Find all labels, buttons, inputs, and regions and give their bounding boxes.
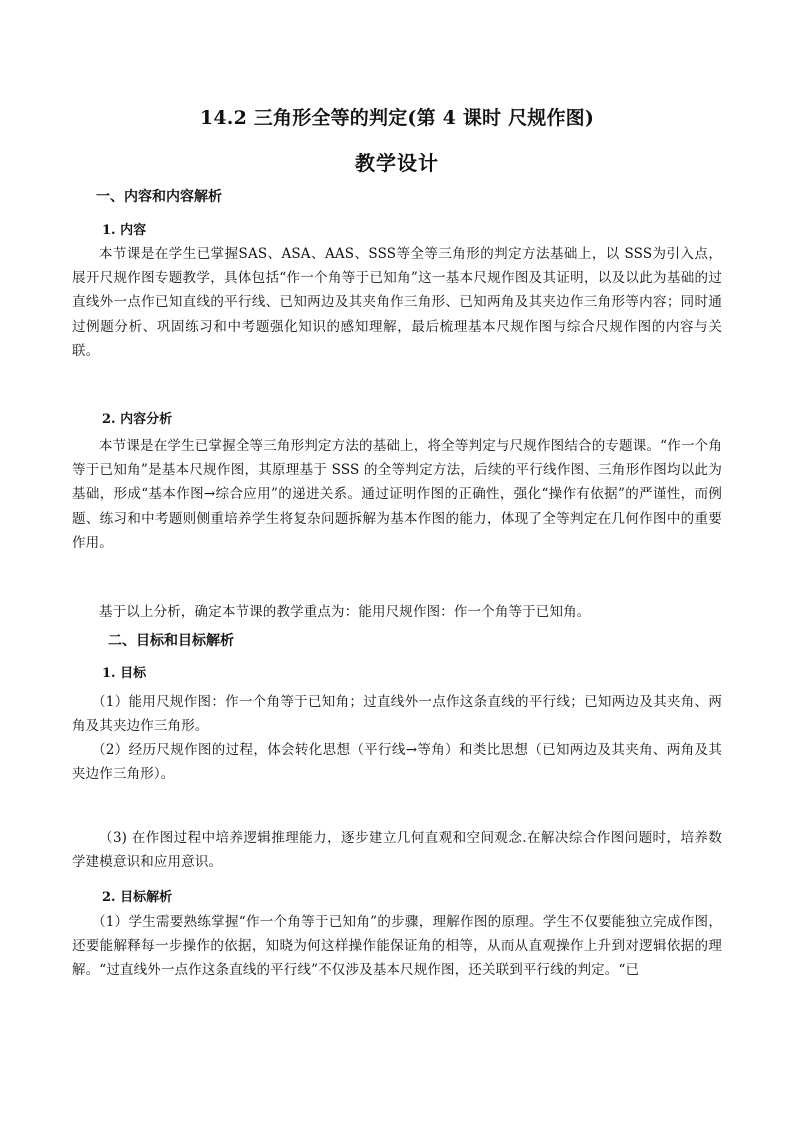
- goal-item-3: （3) 在作图过程中培养逻辑推理能力，逐步建立几何直观和空间观念.在解决综合作图问题时，培养数学建模意识和应用意识。: [72, 830, 722, 871]
- goal-item-2: （2）经历尺规作图的过程，体会转化思想（平行线→等角）和类比思想（已知两边及其夹角、两角及其夹边作三角形）。: [72, 742, 722, 783]
- paragraph-content: 本节课是在学生已掌握SAS、ASA、AAS、SSS等全等三角形的判定方法基础上，以 SSS为引入点，展开尺规作图专题教学，具体包括“作一个角等于已知角”这一基本尺规作图及其证明，以及以此为基础的过直线外一点作已知直线的平行线、已知两边及其夹角作三角形、已知两角及其夹边作三角形等内容；同时通过例题分析、巩固练习和中考题强化知识的感知理解，最后梳理基本尺规作图与综合尺规作图的内容与关联。: [72, 246, 722, 359]
- subheading-goal-analysis: 2. 目标解析: [102, 890, 173, 905]
- document-title: 14.2 三角形全等的判定(第 4 课时 尺规作图): [199, 107, 595, 129]
- goal-item-1: （1）能用尺规作图：作一个角等于已知角；过直线外一点作这条直线的平行线；已知两边及其夹角、两角及其夹边作三角形。: [72, 694, 722, 735]
- document-subtitle: 教学设计: [355, 151, 439, 175]
- paragraph-teaching-focus: 基于以上分析，确定本节课的教学重点为：能用尺规作图：作一个角等于已知角。: [99, 604, 591, 620]
- subheading-content-analysis: 2. 内容分析: [102, 412, 173, 427]
- section-heading-content: 一、内容和内容解析: [96, 189, 222, 205]
- section-heading-goals: 二、目标和目标解析: [108, 633, 234, 649]
- subheading-goals: 1. 目标: [102, 666, 147, 681]
- subheading-content: 1. 内容: [102, 223, 147, 238]
- paragraph-content-analysis: 本节课是在学生已掌握全等三角形判定方法的基础上，将全等判定与尺规作图结合的专题课。“作一个角等于已知角”是基本尺规作图，其原理基于 SSS 的全等判定方法，后续的平行线作图、三角形作图均以此为基础，形成“基本作图→综合应用”的递进关系。通过证明作图的正确性，强化“操作有依据”的严谨性，而例题、练习和中考题则侧重培养学生将复杂问题拆解为基本作图的能力，体现了全等判定在几何作图中的重要作用。: [72, 438, 722, 551]
- paragraph-goal-analysis: （1）学生需要熟练掌握“作一个角等于已知角”的步骤，理解作图的原理。学生不仅要能独立完成作图，还要能解释每一步操作的依据，知晓为何这样操作能保证角的相等，从而从直观操作上升到对逻辑依据的理解。“过直线外一点作这条直线的平行线”不仅涉及基本尺规作图，还关联到平行线的判定。“已: [72, 914, 722, 979]
